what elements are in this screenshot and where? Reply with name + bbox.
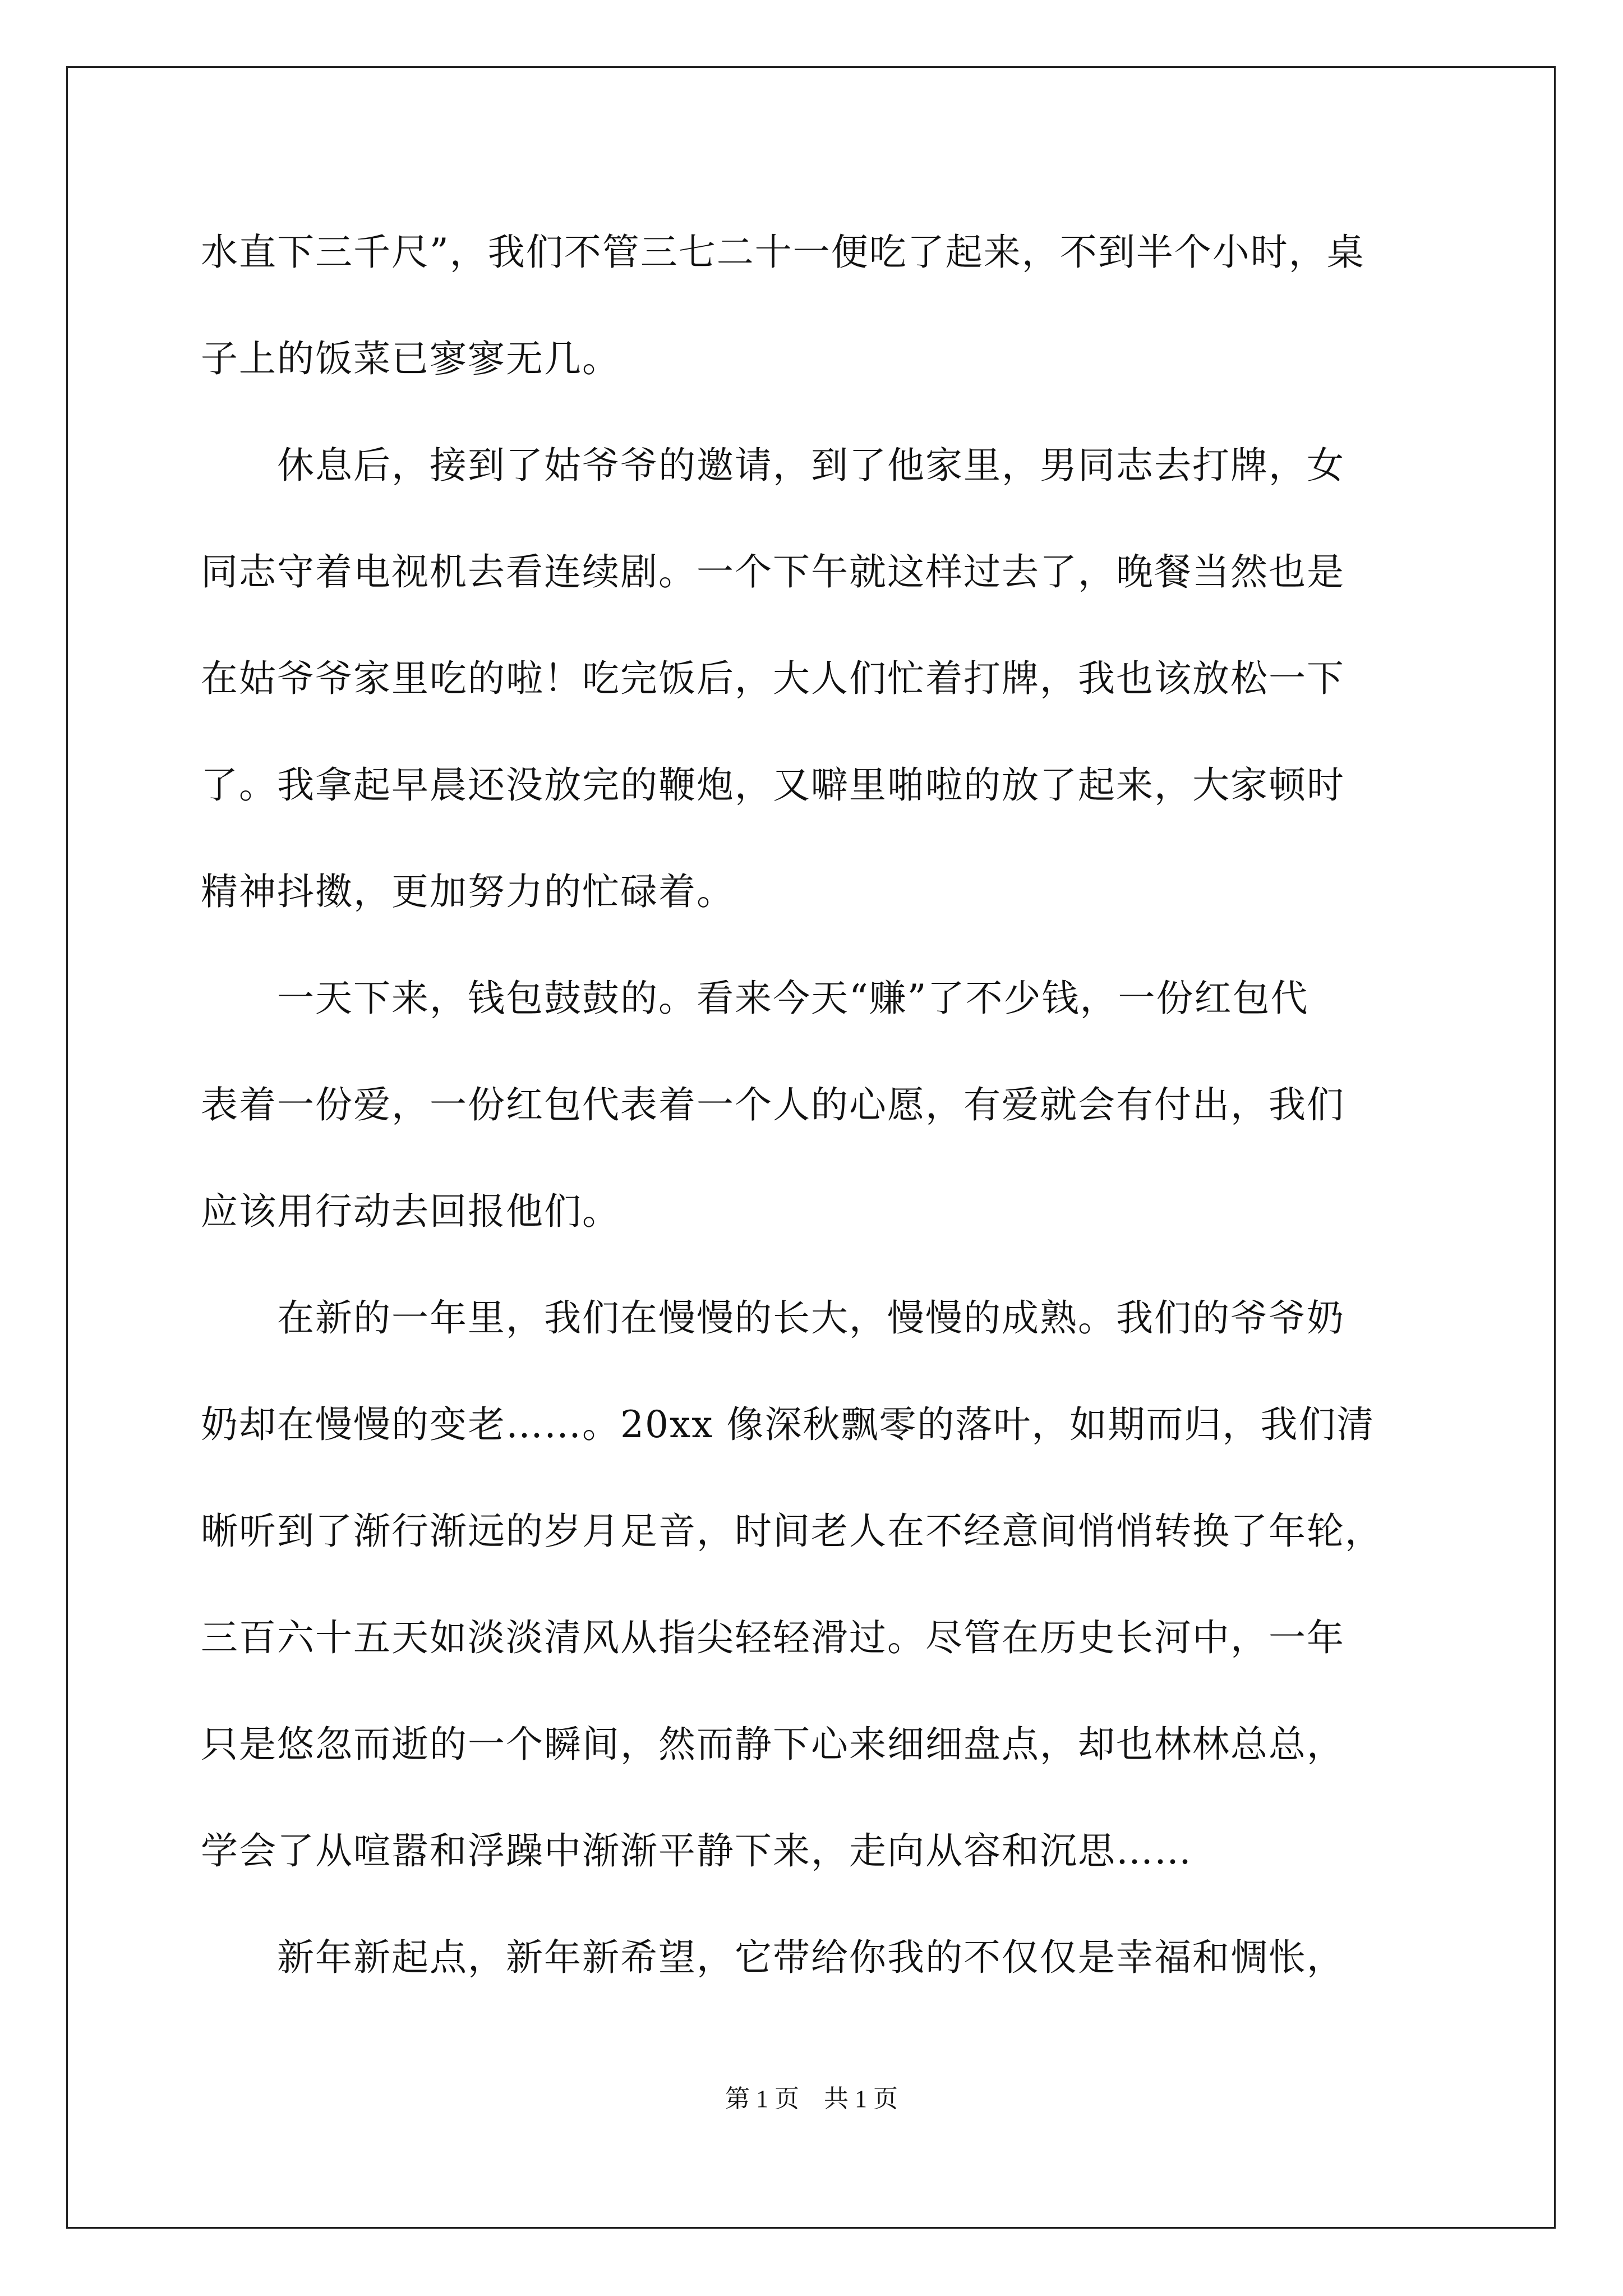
text-line: 晰听到了渐行渐远的岁月足音，时间老人在不经意间悄悄转换了年轮， [201,1510,1383,1553]
text-line: 精神抖擞，更加努力的忙碌着。 [201,870,735,913]
text-line: 同志守着电视机去看连续剧。一个下午就这样过去了，晚餐当然也是 [201,550,1345,593]
text-line: 子上的饭菜已寥寥无几。 [201,337,620,380]
text-line: 在姑爷爷家里吃的啦！吃完饭后，大人们忙着打牌，我也该放松一下 [201,657,1345,700]
text-line: 一天下来，钱包鼓鼓的。看来今天“赚”了不少钱，一份红包代 [201,977,1309,1020]
text-line: 学会了从喧嚣和浮躁中渐渐平静下来，走向从容和沉思…… [201,1829,1192,1872]
page-footer: 第 1 页 共 1 页 [725,2085,898,2113]
text-line: 新年新起点，新年新希望，它带给你我的不仅仅是幸福和惆怅， [201,1936,1345,1979]
text-line: 水直下三千尺”，我们不管三七二十一便吃了起来，不到半个小时，桌 [201,231,1365,274]
text-line: 只是悠忽而逝的一个瞬间，然而静下心来细细盘点，却也林林总总， [201,1723,1345,1766]
page-border [66,66,1556,2229]
text-line: 在新的一年里，我们在慢慢的长大，慢慢的成熟。我们的爷爷奶 [201,1296,1345,1340]
text-line: 表着一份爱，一份红包代表着一个人的心愿，有爱就会有付出，我们 [201,1083,1345,1126]
text-line: 休息后，接到了姑爷爷的邀请，到了他家里，男同志去打牌，女 [201,444,1345,487]
text-line: 应该用行动去回报他们。 [201,1190,620,1233]
text-line: 三百六十五天如淡淡清风从指尖轻轻滑过。尽管在历史长河中，一年 [201,1616,1345,1659]
text-line: 奶却在慢慢的变老……。20xx 像深秋飘零的落叶，如期而归，我们清 [201,1403,1375,1446]
text-line: 了。我拿起早晨还没放完的鞭炮，又噼里啪啦的放了起来，大家顿时 [201,763,1345,807]
